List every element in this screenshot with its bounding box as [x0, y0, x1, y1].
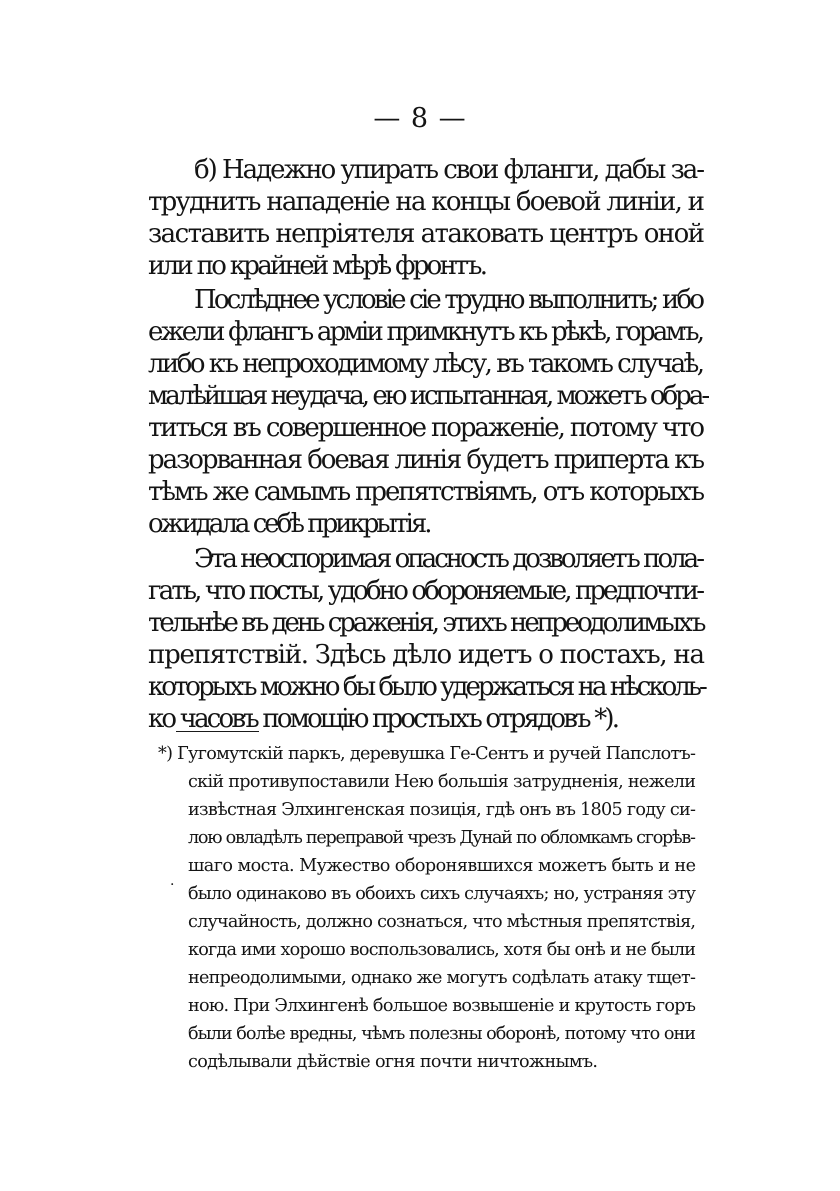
text-line: гать, что посты, удобно обороняемые, предпочти- — [148, 576, 703, 606]
footnote-line: лою овладѣлъ переправой чрезъ Дунай по обломкамъ сгорѣв- — [188, 828, 695, 848]
text-line: труднить нападеніе на концы боевой линіи, и — [148, 187, 704, 217]
text-line: тельнѣе въ день сраженія, этихъ непреодолимыхъ — [148, 608, 704, 638]
footnote-line: непреодолимыми, однако же могутъ содѣлать атаку тщет- — [188, 968, 696, 988]
text-line: которыхъ можно бы было удержаться на нѣсколь- — [148, 672, 705, 702]
text-line: б) Надежно упирать свои фланги, дабы за- — [194, 155, 703, 185]
text-line: препятствій. Здѣсь дѣло идетъ о постахъ, на — [148, 640, 704, 670]
text-line: разорванная боевая линія будетъ приперта къ — [148, 445, 703, 475]
text-line: ожидала себѣ прикрытія. — [148, 509, 430, 539]
text-line: ежели флангъ арміи примкнутъ къ рѣкѣ, горамъ, — [148, 317, 703, 347]
text-line: тѣмъ же самымъ препятствіямъ, отъ которыхъ — [148, 477, 703, 507]
text-line: Эта неоспоримая опасность дозволяетъ пола- — [194, 544, 703, 574]
footnote-line: были болѣе вредны, чѣмъ полезны оборонѣ, потому что они — [188, 1024, 696, 1044]
text-line: титься въ совершенное пораженіе, потому что — [148, 413, 703, 443]
footnote-line: было одинаково въ обоихъ сихъ случаяхъ; но, устраняя эту — [188, 884, 696, 904]
footnote-line: шаго моста. Мужество оборонявшихся можетъ быть и не — [188, 856, 696, 876]
footnote-line: ною. При Элхингенѣ большое возвышеніе и крутость горъ — [188, 996, 696, 1016]
text-line: либо къ непроходимому лѣсу, въ такомъ случаѣ, — [148, 349, 703, 379]
text-line: ко часовъ помощію простыхъ отрядовъ *). — [148, 704, 618, 734]
footnote-line: когда ими хорошо воспользовались, хотя бы онѣ и не были — [188, 940, 696, 960]
footnote-line: скій противупоставили Нею большія затрудненія, нежели — [188, 772, 696, 792]
text-line: или по крайней мѣрѣ фронтъ. — [148, 251, 486, 281]
page-number: — 8 — — [373, 103, 467, 134]
text-line: Послѣднее условіе сіе трудно выполнить; ибо — [194, 285, 703, 315]
text-line: заставить непріятеля атаковать центръ оной — [148, 219, 704, 249]
text-line: малѣйшая неудача, ею испытанная, можетъ обра- — [148, 381, 708, 411]
footnote-separator — [176, 731, 259, 732]
footnote-line: *) Гугомутскій паркъ, деревушка Ге-Сентъ и ручей Папслотъ- — [158, 744, 696, 764]
margin-mark: · — [170, 877, 175, 893]
footnote-line: содѣлывали дѣйствіе огня почти ничтожнымъ. — [188, 1052, 598, 1072]
footnote-line: случайность, должно сознаться, что мѣстныя препятствія, — [188, 912, 696, 932]
footnote-line: извѣстная Элхингенская позиція, гдѣ онъ въ 1805 году си- — [188, 800, 696, 820]
